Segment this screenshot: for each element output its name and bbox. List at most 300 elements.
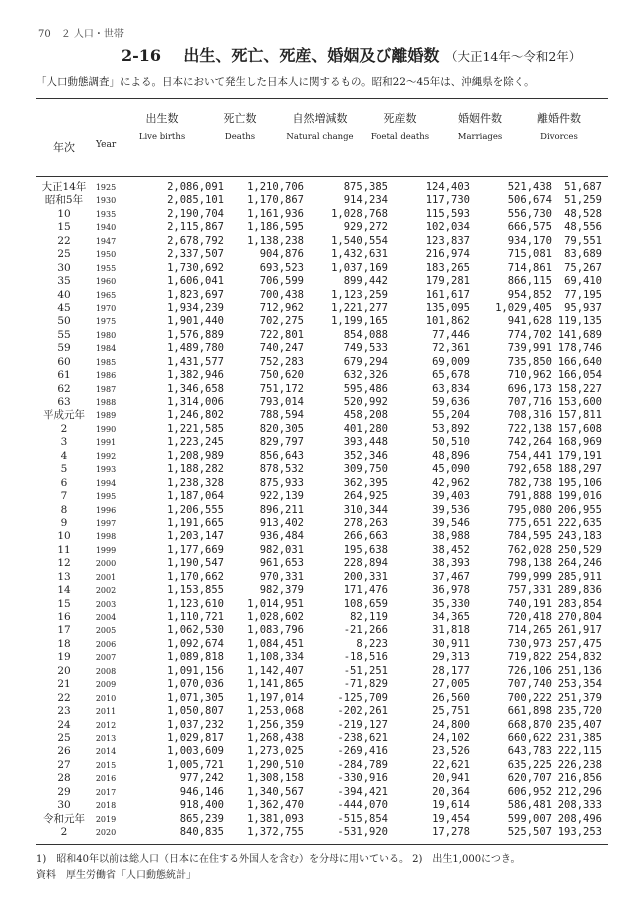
live-births-cell: 1,123,610 <box>167 597 224 610</box>
deaths-cell: 982,379 <box>259 584 304 597</box>
live-births-cell: 1,901,440 <box>167 315 224 328</box>
western-year-cell: 1970 <box>95 303 117 313</box>
natural-change-cell: -515,854 <box>337 812 388 825</box>
era-year-cell: 13 <box>57 570 71 583</box>
deaths-cell: 1,256,359 <box>247 718 304 731</box>
era-year-cell: 60 <box>57 355 71 368</box>
natural-change-cell: 200,331 <box>343 570 388 583</box>
natural-change-cell: 1,123,259 <box>331 288 388 301</box>
western-year-cell: 1940 <box>95 223 117 233</box>
table-row <box>36 544 608 557</box>
live-births-cell: 1,203,147 <box>167 530 224 543</box>
foetal-deaths-cell: 59,636 <box>432 396 470 408</box>
table-row <box>36 221 608 234</box>
deaths-cell: 922,139 <box>259 490 304 503</box>
column-header <box>117 110 207 142</box>
divorces-cell: 48,528 <box>564 207 602 220</box>
era-year-cell: 24 <box>57 718 71 731</box>
marriages-cell: 714,861 <box>507 261 552 274</box>
deaths-cell: 913,402 <box>259 516 304 529</box>
natural-change-cell: 108,659 <box>343 597 388 610</box>
live-births-cell: 840,835 <box>179 826 224 838</box>
marriages-cell: 757,331 <box>507 584 552 597</box>
foetal-deaths-cell: 31,818 <box>432 624 470 637</box>
divorces-cell: 264,246 <box>557 557 602 570</box>
natural-change-cell: 1,028,768 <box>331 207 388 220</box>
divorces-cell: 253,354 <box>557 678 602 691</box>
divorces-cell: 226,238 <box>557 758 602 771</box>
divorces-cell: 285,911 <box>557 570 602 583</box>
divorces-cell: 283,854 <box>557 597 602 610</box>
western-year-cell: 1992 <box>95 451 117 461</box>
era-year-cell: 22 <box>57 234 71 247</box>
column-header-en: Marriages <box>457 132 503 142</box>
era-year-cell: 12 <box>57 557 71 570</box>
foetal-deaths-cell: 20,364 <box>432 785 470 798</box>
live-births-cell: 1,092,674 <box>167 637 224 650</box>
table-row <box>36 289 608 302</box>
foetal-deaths-cell: 38,393 <box>432 557 470 570</box>
marriages-cell: 660,622 <box>507 731 552 744</box>
western-year-cell: 1998 <box>95 532 117 542</box>
foetal-deaths-cell: 179,281 <box>425 275 470 288</box>
table-row <box>36 262 608 275</box>
foetal-deaths-cell: 53,892 <box>432 422 470 435</box>
foetal-deaths-cell: 102,034 <box>425 221 470 234</box>
western-year-cell: 2020 <box>95 828 117 837</box>
western-year-cell: 2016 <box>95 774 117 784</box>
marriages-cell: 866,115 <box>507 275 552 288</box>
natural-change-cell: 352,346 <box>343 449 388 462</box>
deaths-cell: 1,381,093 <box>247 812 304 825</box>
column-header-en: Live births <box>138 132 186 142</box>
western-year-cell: 1960 <box>95 277 117 287</box>
table-row <box>36 477 608 490</box>
natural-change-cell: 401,280 <box>343 422 388 435</box>
foetal-deaths-cell: 183,265 <box>425 261 470 274</box>
deaths-cell: 875,933 <box>259 476 304 489</box>
deaths-cell: 702,275 <box>259 315 304 328</box>
western-year-cell: 2014 <box>95 747 117 757</box>
era-year-cell: 23 <box>57 705 71 718</box>
live-births-cell: 1,489,780 <box>167 342 224 355</box>
table-row <box>36 450 608 463</box>
deaths-cell: 878,532 <box>259 463 304 476</box>
divorces-cell: 195,106 <box>557 476 602 489</box>
deaths-cell: 750,620 <box>259 369 304 382</box>
foetal-deaths-cell: 39,403 <box>432 490 470 503</box>
table-row <box>36 705 608 718</box>
foetal-deaths-cell: 115,593 <box>425 207 470 220</box>
western-year-cell: 1986 <box>95 371 117 381</box>
divorces-cell: 257,475 <box>557 637 602 650</box>
deaths-cell: 752,283 <box>259 355 304 368</box>
marriages-cell: 643,783 <box>507 745 552 758</box>
natural-change-cell: 914,234 <box>343 194 388 207</box>
natural-change-cell: -18,516 <box>343 651 388 664</box>
natural-change-cell: 749,533 <box>343 342 388 355</box>
foetal-deaths-cell: 123,837 <box>425 234 470 247</box>
deaths-cell: 712,962 <box>259 301 304 314</box>
divorces-cell: 231,385 <box>557 731 602 744</box>
table-bottom-rule <box>36 844 608 845</box>
marriages-cell: 715,081 <box>507 248 552 261</box>
western-year-cell: 1965 <box>95 290 117 300</box>
table-top-rule <box>36 98 608 99</box>
natural-change-cell: 8,223 <box>356 637 388 650</box>
deaths-cell: 1,372,755 <box>247 826 304 838</box>
marriages-cell: 941,628 <box>507 315 552 328</box>
divorces-cell: 158,227 <box>557 382 602 395</box>
deaths-cell: 1,014,951 <box>247 597 304 610</box>
live-births-cell: 1,187,064 <box>167 490 224 503</box>
deaths-cell: 693,523 <box>259 261 304 274</box>
era-year-cell: 25 <box>57 731 71 744</box>
foetal-deaths-cell: 37,467 <box>432 570 470 583</box>
live-births-cell: 1,382,946 <box>167 369 224 382</box>
divorces-cell: 289,836 <box>557 584 602 597</box>
column-header-en: Divorces <box>540 132 578 142</box>
column-header-ja: 出生数 <box>145 112 179 125</box>
source-note: 資料 厚生労働省「人口動態統計」 <box>36 870 196 881</box>
table-row <box>36 194 608 207</box>
divorces-cell: 48,556 <box>564 221 602 234</box>
western-year-cell: 1987 <box>95 384 117 394</box>
era-year-cell: 2 <box>60 422 68 435</box>
marriages-cell: 739,991 <box>507 342 552 355</box>
divorces-cell: 77,195 <box>564 288 602 301</box>
live-births-cell: 1,170,662 <box>167 570 224 583</box>
divorces-cell: 179,191 <box>557 449 602 462</box>
deaths-cell: 1,197,014 <box>247 691 304 704</box>
divorces-cell: 222,635 <box>557 516 602 529</box>
live-births-cell: 1,071,305 <box>167 691 224 704</box>
marriages-cell: 740,191 <box>507 597 552 610</box>
natural-change-cell: -21,266 <box>343 624 388 637</box>
era-year-cell: 20 <box>57 664 71 677</box>
live-births-cell: 1,246,802 <box>167 409 224 422</box>
deaths-cell: 1,170,867 <box>247 194 304 207</box>
western-year-cell: 2007 <box>95 653 117 663</box>
table-row <box>36 799 608 812</box>
divorces-cell: 83,689 <box>564 248 602 261</box>
western-year-cell: 2001 <box>95 572 117 582</box>
natural-change-cell: -269,416 <box>337 745 388 758</box>
live-births-cell: 1,089,818 <box>167 651 224 664</box>
natural-change-cell: 171,476 <box>343 584 388 597</box>
divorces-cell: 261,917 <box>557 624 602 637</box>
live-births-cell: 1,730,692 <box>167 261 224 274</box>
column-header <box>275 110 365 142</box>
western-year-cell: 2010 <box>95 693 117 703</box>
live-births-cell: 918,400 <box>179 799 224 812</box>
foetal-deaths-cell: 48,896 <box>432 449 470 462</box>
live-births-cell: 1,005,721 <box>167 758 224 771</box>
table-row <box>36 571 608 584</box>
footnote: 1) 昭和40年以前は総人口（日本に在住する外国人を含む）を分母に用いている。 2) 出生1,000につき。 <box>36 854 521 865</box>
table-row <box>36 302 608 315</box>
table-row <box>36 396 608 409</box>
deaths-cell: 982,031 <box>259 543 304 556</box>
deaths-cell: 751,172 <box>259 382 304 395</box>
era-year-cell: 18 <box>57 637 71 650</box>
table-row <box>36 732 608 745</box>
marriages-cell: 700,222 <box>507 691 552 704</box>
foetal-deaths-cell: 101,862 <box>425 315 470 328</box>
era-year-cell: 9 <box>60 516 68 529</box>
western-year-cell: 1930 <box>95 196 117 206</box>
live-births-cell: 1,606,041 <box>167 275 224 288</box>
table-row <box>36 678 608 691</box>
natural-change-cell: -284,789 <box>337 758 388 771</box>
divorces-cell: 208,496 <box>557 812 602 825</box>
divorces-cell: 193,253 <box>557 826 602 838</box>
column-header-en: Foetal deaths <box>370 132 430 142</box>
marriages-cell: 730,973 <box>507 637 552 650</box>
foetal-deaths-cell: 20,941 <box>432 772 470 785</box>
natural-change-cell: 1,037,169 <box>331 261 388 274</box>
table-row <box>36 719 608 732</box>
divorces-cell: 178,746 <box>557 342 602 355</box>
western-year-cell: 1991 <box>95 438 117 448</box>
live-births-cell: 2,115,867 <box>167 221 224 234</box>
natural-change-cell: -330,916 <box>337 772 388 785</box>
deaths-cell: 793,014 <box>259 396 304 408</box>
divorces-cell: 212,296 <box>557 785 602 798</box>
deaths-cell: 1,028,602 <box>247 611 304 623</box>
table-row <box>36 745 608 758</box>
live-births-cell: 865,239 <box>179 812 224 825</box>
western-year-cell: 1996 <box>95 505 117 515</box>
era-year-cell: 17 <box>57 624 71 637</box>
table-title <box>121 43 581 66</box>
table-body <box>36 181 608 839</box>
divorces-cell: 157,811 <box>557 409 602 422</box>
marriages-cell: 795,080 <box>507 503 552 516</box>
western-year-cell: 2013 <box>95 733 117 743</box>
natural-change-cell: 309,750 <box>343 463 388 476</box>
natural-change-cell: 310,344 <box>343 503 388 516</box>
table-row <box>36 772 608 785</box>
table-row <box>36 611 608 624</box>
natural-change-cell: 875,385 <box>343 181 388 193</box>
era-year-cell: 27 <box>57 758 71 771</box>
table-row <box>36 504 608 517</box>
table-row <box>36 181 608 194</box>
western-year-cell: 1925 <box>95 183 117 192</box>
deaths-cell: 970,331 <box>259 570 304 583</box>
western-year-cell: 1947 <box>95 236 117 246</box>
foetal-deaths-cell: 24,102 <box>432 731 470 744</box>
natural-change-cell: -125,709 <box>337 691 388 704</box>
marriages-cell: 754,441 <box>507 449 552 462</box>
western-year-cell: 2019 <box>95 814 117 824</box>
live-births-cell: 1,238,328 <box>167 476 224 489</box>
foetal-deaths-cell: 216,974 <box>425 248 470 261</box>
western-year-cell: 1935 <box>95 209 117 219</box>
foetal-deaths-cell: 45,090 <box>432 463 470 476</box>
foetal-deaths-cell: 35,330 <box>432 597 470 610</box>
deaths-cell: 1,084,451 <box>247 637 304 650</box>
table-number: 2-16 <box>121 46 162 65</box>
era-year-cell: 昭和5年 <box>44 194 84 207</box>
live-births-cell: 1,050,807 <box>167 705 224 718</box>
foetal-deaths-cell: 19,454 <box>432 812 470 825</box>
foetal-deaths-cell: 135,095 <box>425 301 470 314</box>
marriages-cell: 726,106 <box>507 664 552 677</box>
era-year-cell: 10 <box>57 530 71 543</box>
table-row <box>36 329 608 342</box>
live-births-cell: 1,346,658 <box>167 382 224 395</box>
era-year-cell: 50 <box>57 315 71 328</box>
era-year-cell: 28 <box>57 772 71 785</box>
natural-change-cell: 82,119 <box>350 611 388 623</box>
foetal-deaths-cell: 124,403 <box>425 181 470 193</box>
foetal-deaths-cell: 63,834 <box>432 382 470 395</box>
divorces-cell: 51,259 <box>564 194 602 207</box>
western-year-cell: 1955 <box>95 263 117 273</box>
live-births-cell: 1,206,555 <box>167 503 224 516</box>
western-year-cell: 2015 <box>95 760 117 770</box>
marriages-cell: 521,438 <box>507 181 552 193</box>
deaths-cell: 722,801 <box>259 328 304 341</box>
era-year-cell: 40 <box>57 288 71 301</box>
running-header: 70 ２ 人口・世帯 <box>38 29 124 40</box>
era-year-cell: 30 <box>57 799 71 812</box>
column-header <box>514 110 604 142</box>
marriages-cell: 799,999 <box>507 570 552 583</box>
divorces-cell: 168,969 <box>557 436 602 449</box>
natural-change-cell: -531,920 <box>337 826 388 838</box>
foetal-deaths-cell: 65,678 <box>432 369 470 382</box>
deaths-cell: 936,484 <box>259 530 304 543</box>
marriages-cell: 775,651 <box>507 516 552 529</box>
natural-change-cell: -219,127 <box>337 718 388 731</box>
natural-change-cell: 1,199,165 <box>331 315 388 328</box>
foetal-deaths-cell: 27,005 <box>432 678 470 691</box>
foetal-deaths-cell: 36,978 <box>432 584 470 597</box>
natural-change-cell: 520,992 <box>343 396 388 408</box>
natural-change-cell: 632,326 <box>343 369 388 382</box>
natural-change-cell: 1,221,277 <box>331 301 388 314</box>
foetal-deaths-cell: 22,621 <box>432 758 470 771</box>
table-row <box>36 530 608 543</box>
column-header-ja: 離婚件数 <box>537 112 581 125</box>
foetal-deaths-cell: 30,911 <box>432 637 470 650</box>
live-births-cell: 1,576,889 <box>167 328 224 341</box>
divorces-cell: 250,529 <box>557 543 602 556</box>
divorces-cell: 119,135 <box>557 315 602 328</box>
table-row <box>36 342 608 355</box>
marriages-cell: 722,138 <box>507 422 552 435</box>
natural-change-cell: -51,251 <box>343 664 388 677</box>
column-header <box>195 110 285 142</box>
divorces-cell: 222,115 <box>557 745 602 758</box>
table-row <box>36 759 608 772</box>
foetal-deaths-cell: 28,177 <box>432 664 470 677</box>
western-year-cell: 1988 <box>95 398 117 407</box>
marriages-cell: 556,730 <box>507 207 552 220</box>
table-title-main: 出生、死亡、死産、婚姻及び離婚数 <box>183 46 440 65</box>
era-year-cell: 16 <box>57 611 71 623</box>
deaths-cell: 1,253,068 <box>247 705 304 718</box>
western-year-cell: 2017 <box>95 787 117 797</box>
era-year-cell: 平成元年 <box>43 409 85 422</box>
table-description: 「人口動態調査」による。日本において発生した日本人に関するもの。昭和22～45年は、沖縄県を除く。 <box>36 76 535 88</box>
divorces-cell: 208,333 <box>557 799 602 812</box>
deaths-cell: 896,211 <box>259 503 304 516</box>
live-births-cell: 1,062,530 <box>167 624 224 637</box>
live-births-cell: 1,431,577 <box>167 355 224 368</box>
live-births-cell: 946,146 <box>179 785 224 798</box>
natural-change-cell: -71,829 <box>343 678 388 691</box>
era-year-cell: 19 <box>57 651 71 664</box>
marriages-cell: 635,225 <box>507 758 552 771</box>
natural-change-cell: 195,638 <box>343 543 388 556</box>
table-row <box>36 275 608 288</box>
foetal-deaths-cell: 29,313 <box>432 651 470 664</box>
deaths-cell: 820,305 <box>259 422 304 435</box>
live-births-cell: 1,191,665 <box>167 516 224 529</box>
era-year-cell: 3 <box>60 436 68 449</box>
column-header <box>355 110 445 142</box>
deaths-cell: 1,108,334 <box>247 651 304 664</box>
natural-change-cell: 458,208 <box>343 409 388 422</box>
marriages-cell: 791,888 <box>507 490 552 503</box>
natural-change-cell: -238,621 <box>337 731 388 744</box>
era-year-cell: 63 <box>57 396 71 408</box>
marriages-cell: 774,702 <box>507 328 552 341</box>
foetal-deaths-cell: 161,617 <box>425 288 470 301</box>
era-year-cell: 2 <box>60 826 68 838</box>
divorces-cell: 270,804 <box>557 611 602 623</box>
era-year-cell: 22 <box>57 691 71 704</box>
marriages-cell: 714,265 <box>507 624 552 637</box>
table-row <box>36 692 608 705</box>
divorces-cell: 235,407 <box>557 718 602 731</box>
row-header-ja: 年次 <box>53 141 75 154</box>
era-year-cell: 25 <box>57 248 71 261</box>
western-year-cell: 1995 <box>95 492 117 502</box>
marriages-cell: 1,029,405 <box>495 301 552 314</box>
column-header-ja: 死亡数 <box>223 112 257 125</box>
live-births-cell: 1,221,585 <box>167 422 224 435</box>
divorces-cell: 51,687 <box>564 181 602 193</box>
western-year-cell: 2002 <box>95 586 117 596</box>
live-births-cell: 1,934,239 <box>167 301 224 314</box>
divorces-cell: 157,608 <box>557 422 602 435</box>
era-year-cell: 7 <box>60 490 68 503</box>
marriages-cell: 606,952 <box>507 785 552 798</box>
deaths-cell: 1,268,438 <box>247 731 304 744</box>
marriages-cell: 782,738 <box>507 476 552 489</box>
deaths-cell: 1,138,238 <box>247 234 304 247</box>
marriages-cell: 661,898 <box>507 705 552 718</box>
divorces-cell: 206,955 <box>557 503 602 516</box>
deaths-cell: 1,340,567 <box>247 785 304 798</box>
western-year-cell: 2006 <box>95 639 117 649</box>
deaths-cell: 788,594 <box>259 409 304 422</box>
foetal-deaths-cell: 26,560 <box>432 691 470 704</box>
divorces-cell: 166,054 <box>557 369 602 382</box>
natural-change-cell: 595,486 <box>343 382 388 395</box>
western-year-cell: 1994 <box>95 478 117 488</box>
live-births-cell: 2,085,101 <box>167 194 224 207</box>
foetal-deaths-cell: 23,526 <box>432 745 470 758</box>
foetal-deaths-cell: 38,452 <box>432 543 470 556</box>
marriages-cell: 784,595 <box>507 530 552 543</box>
era-year-cell: 令和元年 <box>43 812 85 825</box>
